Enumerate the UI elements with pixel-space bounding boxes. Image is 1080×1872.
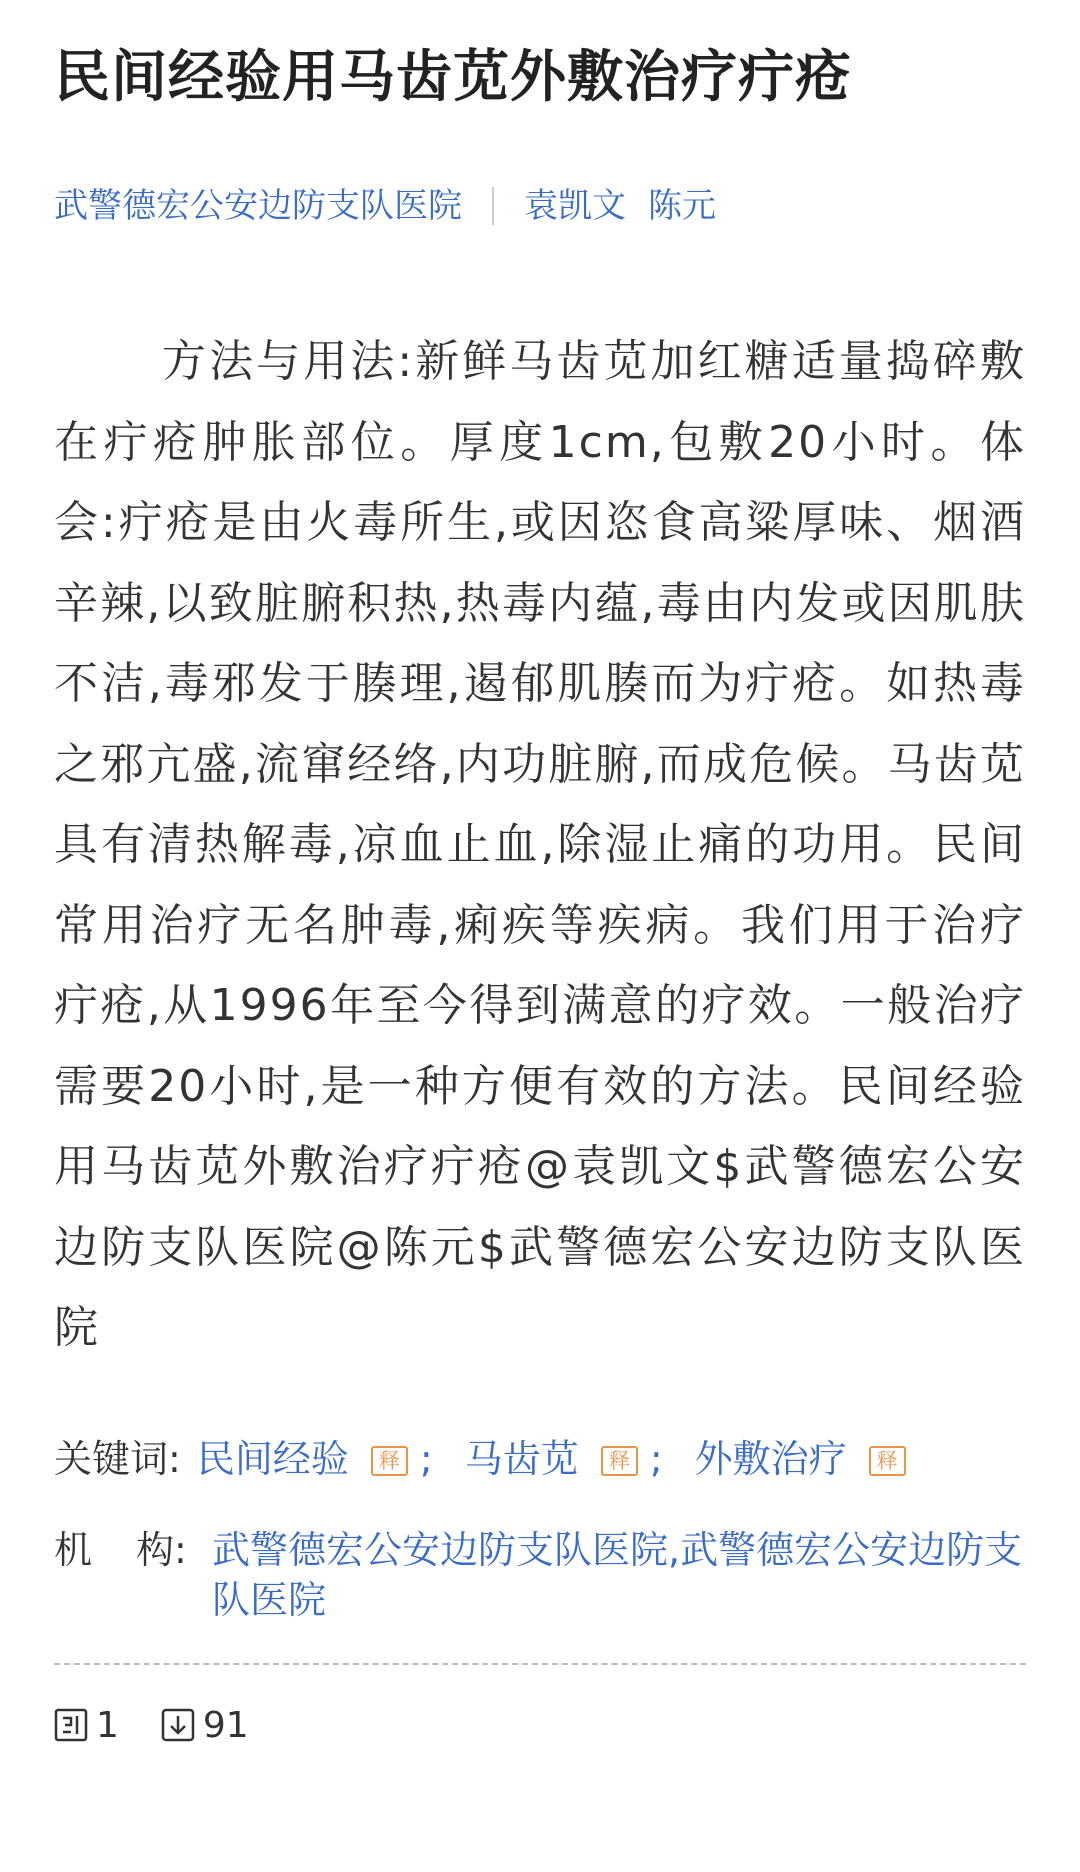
- cited-count: [54, 1705, 119, 1746]
- article-title: 民间经验用马齿苋外敷治疗疔疮: [54, 45, 852, 110]
- download-count: [161, 1705, 249, 1746]
- downloads-value: 91: [202, 1704, 249, 1746]
- keyword-item: [197, 1431, 408, 1487]
- keyword-item: [465, 1431, 638, 1487]
- dashed-divider: [54, 1663, 1026, 1665]
- keyword-separator: ;: [419, 1436, 433, 1481]
- article-abstract: 方法与用法:新鲜马齿苋加红糖适量捣碎敷在疔疮肿胀部位。厚度1cm,包敷20小时。体会:疔疮是由火毒所生,或因恣食高粱厚味、烟酒辛辣,以致脏腑积热,热毒内蕴,毒由内发或因肌肤不洁,毒邪发于腠理,遏郁肌腠而为疔疮。如热毒之邪亢盛,流窜经络,内功脏腑,而成危候。马齿苋具有清热解毒,凉血止血,除湿止痛的功用。民间常用治疗无名肿毒,痢疾等疾病。我们用于治疗疔疮,从1996年至今得到满意的疗效。一般治疗需要20小时,是一种方便有效的方法。民间经验用马齿苋外敷治疗疔疮@袁凯文$武警德宏公安边防支队医院@陈元$武警德宏公安边防支队医院: [54, 336, 1026, 1353]
- institution-label-right: 构:: [136, 1527, 187, 1572]
- download-icon: [161, 1708, 195, 1742]
- author-link[interactable]: 陈元: [648, 186, 716, 226]
- keyword-item: [695, 1431, 906, 1487]
- institution-link[interactable]: 武警德宏公安边防支队医院,武警德宏公安边防支队医院: [212, 1527, 1023, 1622]
- cite-icon: [54, 1708, 88, 1742]
- explain-tag[interactable]: 释: [601, 1446, 638, 1476]
- keyword-link[interactable]: 外敷治疗: [694, 1436, 847, 1481]
- institution-label-left: 机: [54, 1527, 93, 1572]
- article-meta: [54, 182, 1026, 230]
- institution-row: [54, 1525, 1026, 1625]
- institution-label: [54, 1525, 212, 1625]
- keyword-link[interactable]: 马齿苋: [464, 1436, 579, 1481]
- cited-value: 1: [96, 1704, 119, 1746]
- explain-tag[interactable]: 释: [371, 1446, 408, 1476]
- keyword-separator: ;: [649, 1436, 663, 1481]
- keyword-link[interactable]: 民间经验: [196, 1436, 349, 1481]
- explain-tag[interactable]: 释: [869, 1446, 906, 1476]
- keywords-row: [54, 1431, 1026, 1487]
- stats-bar: [54, 1705, 1026, 1746]
- author-link[interactable]: 袁凯文: [524, 186, 626, 226]
- organization-link[interactable]: 武警德宏公安边防支队医院: [54, 186, 462, 226]
- meta-divider: [492, 187, 494, 225]
- keywords-label: 关键词:: [54, 1436, 181, 1481]
